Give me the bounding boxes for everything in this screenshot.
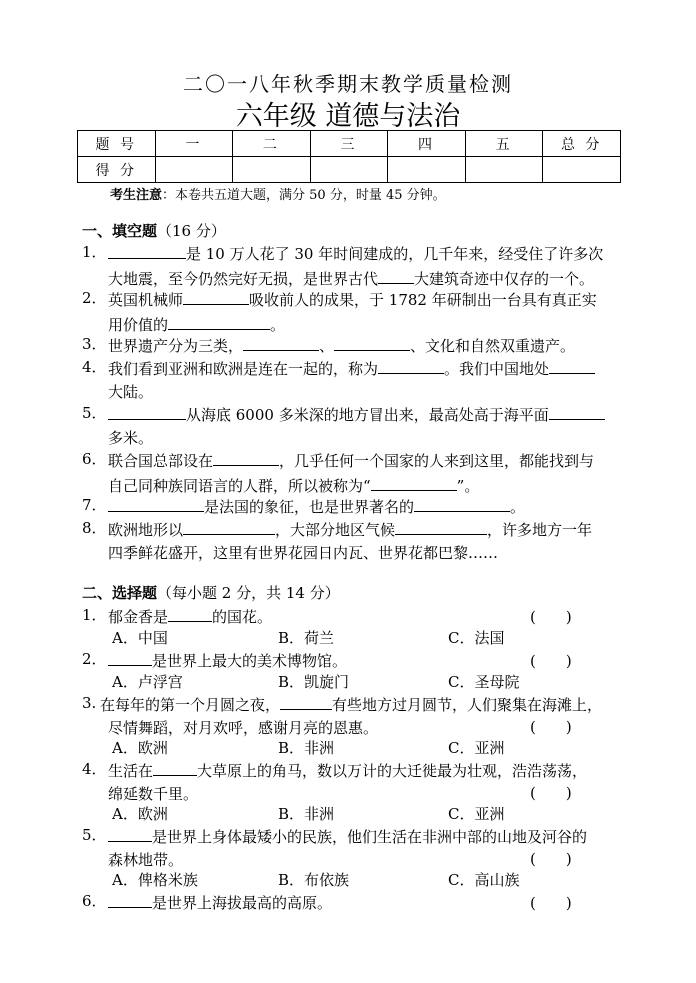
answer-paren[interactable]: ( )	[530, 850, 572, 868]
question-text: ”。	[456, 477, 480, 495]
answer-blank[interactable]	[280, 692, 332, 710]
option-c[interactable]: C．圣母院	[448, 673, 520, 691]
question-text: 吸收前人的成果，于 1782 年研制出一台具有真正实	[249, 291, 597, 309]
question-text: 四季鲜花盛开，这里有世界花园日内瓦、世界花都巴黎……	[108, 544, 499, 562]
answer-blank[interactable]	[153, 758, 197, 776]
question-text: 的国花。	[212, 608, 273, 626]
question-text: 、	[319, 337, 335, 355]
question-text: 郁金香是	[108, 608, 169, 626]
question-text: 世界遗产分为三类，	[108, 337, 244, 355]
notice-text: ：本卷共五道大题，满分 50 分，时量 45 分钟。	[162, 188, 446, 203]
option-a[interactable]: A．欧洲	[112, 739, 168, 757]
fill-question-3	[82, 333, 622, 358]
section2-points: （每小题 2 分，共 14 分）	[157, 584, 340, 602]
subject-title: 六年级 道德与法治	[235, 101, 461, 132]
question-text: 联合国总部设在	[108, 452, 214, 470]
question-text: ，几乎任何一个国家的人来到这里，都能找到与	[279, 452, 595, 470]
fill-question-5	[82, 402, 622, 450]
question-number: 1．	[82, 243, 107, 261]
fill-question-8	[82, 517, 622, 565]
question-text: ，大部分地区气候	[275, 521, 396, 539]
question-text: 大建筑奇迹中仅存的一个。	[414, 270, 595, 288]
score-table-score-row	[78, 157, 621, 183]
score-cell-3: 三	[310, 131, 388, 157]
answer-paren[interactable]: ( )	[530, 608, 572, 626]
question-text: 是世界上海拔最高的高原。	[152, 894, 333, 912]
question-text: 是 10 万人花了 30 年时间建成的，几千年来，经受住了许多次	[186, 245, 604, 263]
option-b[interactable]: B．非洲	[278, 805, 335, 823]
score-input-5[interactable]	[465, 157, 543, 183]
answer-blank[interactable]	[334, 333, 410, 351]
question-text: 用价值的	[108, 316, 169, 334]
question-text: 。	[270, 316, 286, 334]
section1-heading	[82, 220, 226, 241]
exam-notice	[110, 184, 446, 203]
answer-paren[interactable]: ( )	[530, 784, 572, 802]
answer-blank[interactable]	[108, 402, 186, 420]
option-c[interactable]: C．高山族	[448, 871, 520, 889]
question-number: 2．	[82, 650, 107, 668]
question-text: 大陆。	[108, 383, 154, 401]
answer-blank[interactable]	[108, 648, 152, 666]
score-table	[77, 130, 621, 183]
answer-blank[interactable]	[183, 517, 275, 535]
section2-heading	[82, 582, 340, 603]
question-number: 5．	[82, 826, 107, 844]
question-text: 是法国的象征，也是世界著名的	[204, 498, 415, 516]
answer-blank[interactable]	[168, 312, 270, 330]
answer-blank[interactable]	[414, 494, 510, 512]
question-text: 多米。	[108, 429, 154, 447]
option-c[interactable]: C．亚洲	[448, 805, 505, 823]
score-input-total[interactable]	[543, 157, 621, 183]
question-text: 是世界上最大的美术博物馆。	[152, 652, 348, 670]
option-b[interactable]: B．凯旋门	[278, 673, 350, 691]
question-text: 。	[510, 498, 526, 516]
score-input-4[interactable]	[388, 157, 466, 183]
answer-blank[interactable]	[243, 333, 319, 351]
section1-points: （16 分）	[157, 222, 226, 240]
question-text: 。我们中国地处	[444, 360, 550, 378]
question-text: 大草原上的角马，数以万计的大迁徙最为壮观，浩浩荡荡，	[197, 762, 588, 780]
answer-blank[interactable]	[168, 604, 212, 622]
option-a[interactable]: A．欧洲	[112, 805, 168, 823]
question-number: 6．	[82, 892, 107, 910]
answer-blank[interactable]	[549, 402, 605, 420]
answer-blank[interactable]	[378, 356, 444, 374]
answer-blank[interactable]	[183, 287, 249, 305]
question-text: 绵延数千里。	[108, 785, 199, 803]
question-text: 欧洲地形以	[108, 521, 184, 539]
exam-title: 二〇一八年秋季期末教学质量检测	[183, 72, 513, 96]
question-text: ，许多地方一年	[487, 521, 593, 539]
notice-label: 考生注意	[110, 188, 163, 203]
question-number: 3.	[82, 694, 97, 712]
answer-blank[interactable]	[108, 824, 152, 842]
option-b[interactable]: B．荷兰	[278, 629, 335, 647]
question-text: 有些地方过月圆节，人们聚集在海滩上，	[332, 696, 603, 714]
question-number: 8．	[82, 519, 107, 537]
score-input-1[interactable]	[155, 157, 233, 183]
question-number: 1．	[82, 606, 107, 624]
question-number: 6．	[82, 450, 107, 468]
question-text: 我们看到亚洲和欧洲是连在一起的，称为	[108, 360, 379, 378]
answer-blank[interactable]	[371, 473, 457, 491]
score-table-header-row	[78, 131, 621, 157]
question-number: 7．	[82, 496, 107, 514]
score-cell-4: 四	[388, 131, 466, 157]
fill-question-6	[82, 448, 622, 498]
option-a[interactable]: A．卢浮宫	[112, 673, 183, 691]
question-number: 4．	[82, 358, 107, 376]
question-text: 英国机械师	[108, 291, 184, 309]
question-text: 、文化和自然双重遗产。	[410, 337, 576, 355]
option-b[interactable]: B．非洲	[278, 739, 335, 757]
answer-paren[interactable]: ( )	[530, 894, 572, 912]
question-text: 从海底 6000 多米深的地方冒出来，最高处高于海平面	[186, 406, 549, 424]
fill-question-7	[82, 494, 622, 519]
score-cell-total: 总 分	[543, 131, 621, 157]
answer-blank[interactable]	[108, 241, 186, 259]
section1-title: 一、填空题	[82, 222, 158, 240]
score-input-3[interactable]	[310, 157, 388, 183]
answer-blank[interactable]	[108, 890, 152, 908]
question-number: 4．	[82, 760, 107, 778]
answer-paren[interactable]: ( )	[530, 718, 572, 736]
question-text: 是世界上身体最矮小的民族，他们生活在非洲中部的山地及河谷的	[152, 828, 588, 846]
option-b[interactable]: B．布依族	[278, 871, 350, 889]
answer-blank[interactable]	[395, 517, 487, 535]
answer-blank[interactable]	[378, 266, 414, 284]
answer-paren[interactable]: ( )	[530, 652, 572, 670]
question-text: 尽情舞蹈，对月欢呼，感谢月亮的恩惠。	[108, 719, 379, 737]
question-text: 生活在	[108, 762, 154, 780]
question-text: 森林地带。	[108, 851, 184, 869]
answer-blank[interactable]	[549, 356, 595, 374]
score-cell-2: 二	[233, 131, 311, 157]
score-input-2[interactable]	[233, 157, 311, 183]
fill-question-1	[82, 241, 622, 291]
score-cell-label: 题 号	[78, 131, 156, 157]
section2-title: 二、选择题	[82, 584, 158, 602]
option-c[interactable]: C．亚洲	[448, 739, 505, 757]
answer-blank[interactable]	[213, 448, 279, 466]
question-text: 大地震，至今仍然完好无损，是世界古代	[108, 270, 379, 288]
question-text: 在每年的第一个月圆之夜，	[100, 696, 281, 714]
question-text: 自己同种族同语言的人群，所以被称为“	[108, 477, 371, 495]
score-cell-5: 五	[465, 131, 543, 157]
score-cell-1: 一	[155, 131, 233, 157]
option-a[interactable]: A．俾格米族	[112, 871, 198, 889]
fill-question-4	[82, 356, 622, 404]
answer-blank[interactable]	[108, 494, 204, 512]
question-number: 5．	[82, 404, 107, 422]
score-row-label: 得 分	[78, 157, 156, 183]
fill-question-2	[82, 287, 622, 337]
option-a[interactable]: A．中国	[112, 629, 168, 647]
option-c[interactable]: C．法国	[448, 629, 505, 647]
question-number: 3．	[82, 335, 107, 353]
question-number: 2．	[82, 289, 107, 307]
